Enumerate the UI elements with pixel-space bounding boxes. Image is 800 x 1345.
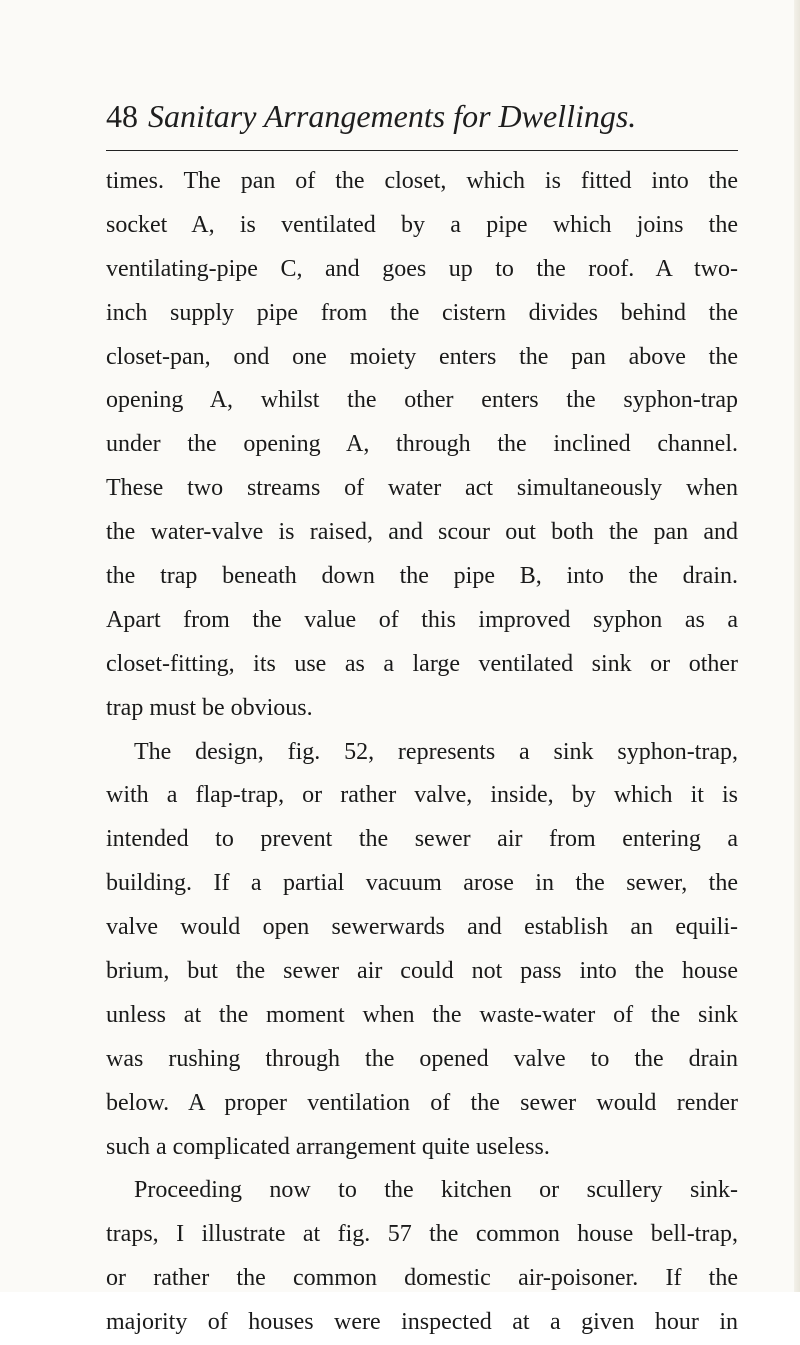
text-line: was rushing through the opened valve to the drain xyxy=(106,1045,738,1072)
page-number: 48 xyxy=(106,98,138,134)
text-line: with a flap-trap, or rather valve, inside, by which it is xyxy=(106,782,738,809)
header-rule xyxy=(106,150,738,151)
page-edge xyxy=(794,0,800,1292)
text-line: the water-valve is raised, and scour out both the pan and xyxy=(106,519,738,546)
text-line: trap must be obvious. xyxy=(106,694,313,721)
text-line: opening A, whilst the other enters the syphon-trap xyxy=(106,387,738,414)
body-text xyxy=(106,160,738,1345)
text-line: brium, but the sewer air could not pass into the house xyxy=(106,958,738,985)
text-line: the trap beneath down the pipe B, into the drain. xyxy=(106,563,738,590)
text-line: times. The pan of the closet, which is fitted into the xyxy=(106,168,738,194)
text-line: closet-fitting, its use as a large ventilated sink or other xyxy=(106,650,738,677)
text-line: socket A, is ventilated by a pipe which joins the xyxy=(106,211,738,238)
text-line: such a complicated arrangement quite useless. xyxy=(106,1133,550,1160)
running-title: Sanitary Arrangements for Dwellings. xyxy=(148,98,637,134)
text-line: Apart from the value of this improved syphon as a xyxy=(106,606,738,633)
text-line: unless at the moment when the waste-water of the sink xyxy=(106,1001,738,1028)
text-line: The design, fig. 52, represents a sink syphon-trap, xyxy=(134,738,738,765)
text-line: closet-pan, ond one moiety enters the pan above the xyxy=(106,343,738,370)
text-line: ventilating-pipe C, and goes up to the roof. A two- xyxy=(106,255,738,282)
text-line: or rather the common domestic air-poisoner. If the xyxy=(106,1265,738,1292)
text-line: inch supply pipe from the cistern divides behind the xyxy=(106,299,738,326)
text-line: building. If a partial vacuum arose in the sewer, the xyxy=(106,870,738,897)
text-line: traps, I illustrate at fig. 57 the common house bell-trap, xyxy=(106,1221,738,1248)
text-line: below. A proper ventilation of the sewer would render xyxy=(106,1089,738,1116)
text-line: Proceeding now to the kitchen or scullery sink- xyxy=(134,1177,738,1204)
text-line: under the opening A, through the inclined channel. xyxy=(106,431,738,458)
text-line: These two streams of water act simultaneously when xyxy=(106,475,738,502)
text-line: valve would open sewerwards and establish an equili- xyxy=(106,914,738,941)
running-head xyxy=(106,94,746,138)
text-line: majority of houses were inspected at a given hour in xyxy=(106,1309,738,1336)
text-line: intended to prevent the sewer air from entering a xyxy=(106,826,738,853)
